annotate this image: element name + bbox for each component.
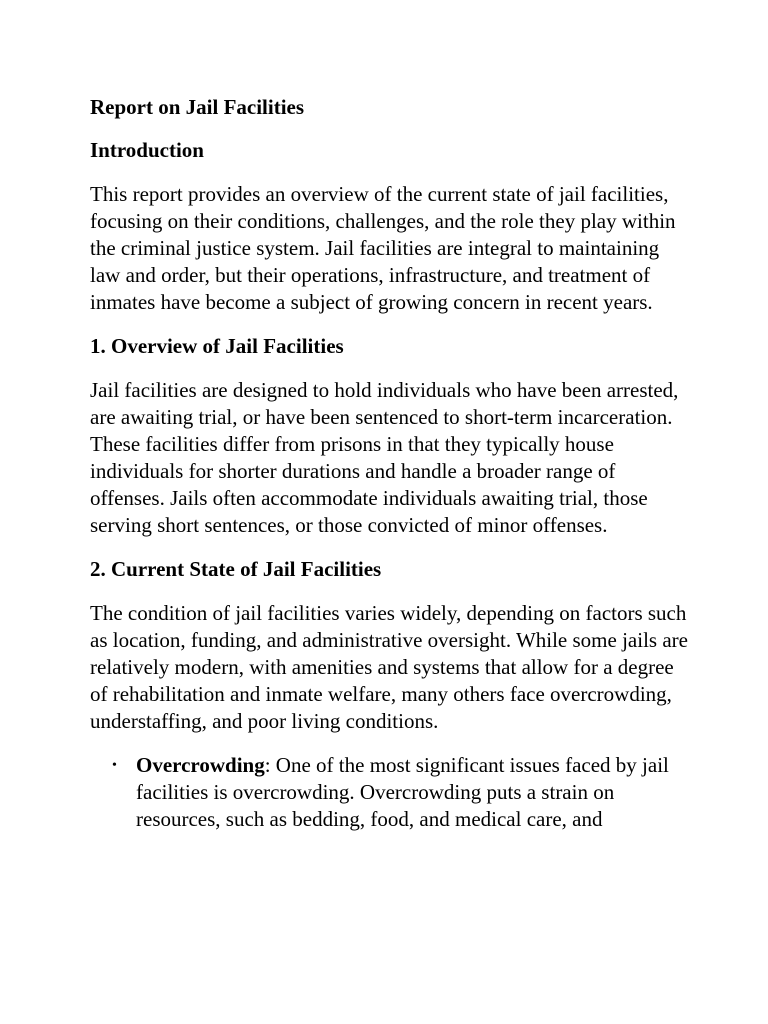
section-2-heading: 2. Current State of Jail Facilities: [90, 557, 382, 581]
bullet-icon: •: [112, 758, 117, 773]
bullet-term: Overcrowding: [136, 753, 265, 777]
section-2-paragraph: The condition of jail facilities varies widely, depending on factors such as location, funding, and administrative oversight. While some jails are relatively modern, with amenities and systems that allow for a degree of rehabilitation and inmate welfare, many others face overcrowding, understaffing, and poor living conditions.: [90, 601, 688, 733]
section-1-heading: 1. Overview of Jail Facilities: [90, 334, 344, 358]
bullet-text: : One of the most significant issues faced by jail facilities is overcrowding. Overcrowding puts a strain on resources, such as bedding, food, and medical care, and: [136, 753, 669, 831]
section-2-bullet-list: [90, 752, 690, 833]
introduction-heading: Introduction: [90, 138, 204, 162]
bullet-item-overcrowding: [90, 752, 690, 833]
introduction-paragraph: This report provides an overview of the current state of jail facilities, focusing on their conditions, challenges, and the role they play within the criminal justice system. Jail facilities are integral to maintaining law and order, but their operations, infrastructure, and treatment of inmates have become a subject of growing concern in recent years.: [90, 182, 676, 314]
document-title: Report on Jail Facilities: [90, 95, 305, 119]
document-page: [90, 94, 690, 833]
section-1-paragraph: Jail facilities are designed to hold individuals who have been arrested, are awaiting trial, or have been sentenced to short-term incarceration. These facilities differ from prisons in that they typically house individuals for shorter durations and handle a broader range of offenses. Jails often accommodate individuals awaiting trial, those serving short sentences, or those convicted of minor offenses.: [90, 378, 679, 537]
